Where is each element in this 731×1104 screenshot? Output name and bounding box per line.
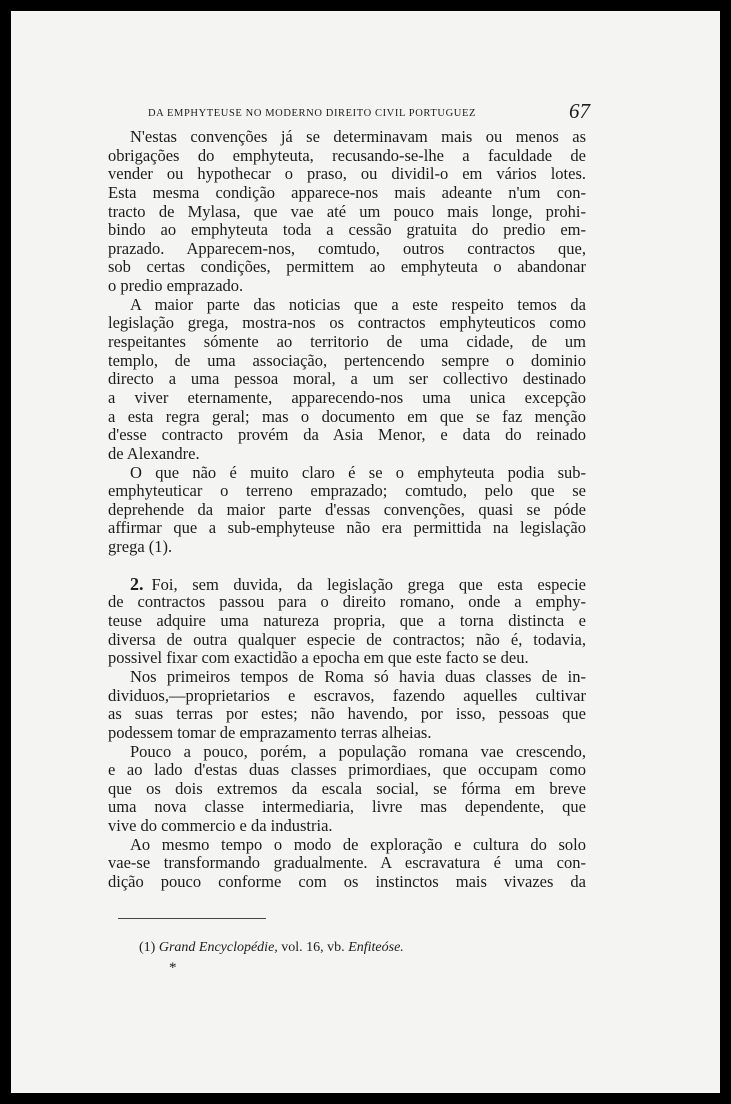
text-line: teuse adquire uma natureza propria, que a torna distincta e bbox=[108, 611, 586, 631]
body-text bbox=[108, 128, 586, 892]
text-line: vive do commercio e da industria. bbox=[108, 816, 333, 836]
text-line: o predio emprazado. bbox=[108, 276, 244, 296]
page-number: 67 bbox=[569, 99, 590, 123]
text-line: prazado. Apparecem-nos, comtudo, outros contractos que, bbox=[108, 238, 586, 258]
section-first-line: Foi, sem duvida, da legislação grega que esta especie bbox=[151, 574, 586, 594]
text-line: dividuos,—proprietarios e escravos, fazendo aquelles cultivar bbox=[108, 685, 586, 705]
text-line: podessem tomar de emprazamento terras alheias. bbox=[108, 722, 432, 742]
text-line: vae-se transformando gradualmente. A escravatura é uma con- bbox=[108, 853, 586, 873]
text-line: legislação grega, mostra-nos os contractos emphyteuticos como bbox=[108, 313, 586, 333]
text-line bbox=[108, 575, 586, 594]
section-gap bbox=[108, 557, 586, 575]
footnote-details: vol. 16, vb. bbox=[281, 940, 345, 955]
document-page bbox=[11, 11, 720, 1093]
text-line: deprehende da maior parte d'essas convenções, quasi se póde bbox=[108, 499, 586, 519]
signature-mark: * bbox=[169, 960, 177, 976]
text-line: affirmar que a sub-emphyteuse não era permittida na legislação bbox=[108, 518, 586, 538]
paragraph bbox=[108, 836, 586, 892]
text-line: d'esse contracto provém da Asia Menor, e data do reinado bbox=[108, 425, 586, 445]
text-line: a esta regra geral; mas o documento em que se faz menção bbox=[108, 406, 586, 426]
text-line: a viver eternamente, apparecendo-nos uma unica excepção bbox=[108, 387, 586, 407]
paragraph bbox=[108, 575, 586, 668]
running-header-title: DA EMPHYTEUSE NO MODERNO DIREITO CIVIL PORTUGUEZ bbox=[148, 108, 476, 119]
text-line: bindo ao emphyteuta toda a cessão gratuita do predio em- bbox=[108, 220, 586, 240]
text-line: Nos primeiros tempos de Roma só havia duas classes de in- bbox=[130, 666, 586, 686]
text-line: O que não é muito claro é se o emphyteuta podia sub- bbox=[130, 462, 586, 482]
text-line: as suas terras por estes; não havendo, por isso, pessoas que bbox=[108, 704, 586, 724]
text-line: vender ou hypothecar o praso, ou dividil-o em vários lotes. bbox=[108, 164, 586, 184]
text-line: possivel fixar com exactidão a epocha em que este facto se deu. bbox=[108, 648, 529, 668]
text-line: de Alexandre. bbox=[108, 443, 200, 463]
text-line: N'estas convenções já se determinavam mais ou menos as bbox=[130, 127, 586, 146]
text-line: uma nova classe intermediaria, livre mas dependente, que bbox=[108, 797, 586, 817]
paragraph bbox=[108, 668, 586, 743]
footnote bbox=[139, 940, 404, 956]
footnote-rule bbox=[118, 918, 266, 919]
text-line: Esta mesma condição apparece-nos mais adeante n'um con- bbox=[108, 182, 586, 202]
running-header bbox=[148, 99, 590, 127]
paragraph bbox=[108, 743, 586, 836]
text-line: dição pouco conforme com os instinctos mais vivazes da bbox=[108, 871, 586, 891]
text-line: A maior parte das noticias que a este respeito temos da bbox=[130, 294, 586, 314]
paragraph bbox=[108, 296, 586, 464]
text-line: respeitantes sómente ao territorio de uma cidade, de um bbox=[108, 332, 586, 352]
text-line: directo a uma pessoa moral, a um ser collectivo destinado bbox=[108, 369, 586, 389]
text-line: templo, de uma associação, pertencendo sempre o dominio bbox=[108, 350, 586, 370]
paragraph bbox=[108, 128, 586, 296]
footnote-marker: (1) bbox=[139, 940, 156, 955]
text-line: sob certas condições, permittem ao emphyteuta o abandonar bbox=[108, 257, 586, 277]
paragraph bbox=[108, 464, 586, 557]
text-line: e ao lado d'estas duas classes primordiaes, que occupam como bbox=[108, 760, 586, 780]
text-line: de contractos passou para o direito romano, onde a emphy- bbox=[108, 592, 586, 612]
text-line: que os dois extremos da escala social, se fórma em breve bbox=[108, 778, 586, 798]
text-line: Pouco a pouco, porém, a população romana vae crescendo, bbox=[130, 741, 586, 761]
text-line: tracto de Mylasa, que vae até um pouco mais longe, prohi- bbox=[108, 201, 586, 221]
text-line: grega (1). bbox=[108, 537, 173, 557]
text-line: Ao mesmo tempo o modo de exploração e cultura do solo bbox=[130, 834, 586, 854]
section-number: 2. bbox=[130, 573, 144, 594]
text-line: diversa de outra qualquer especie de contractos; não é, todavia, bbox=[108, 629, 586, 649]
text-line: emphyteuticar o terreno emprazado; comtudo, pelo que se bbox=[108, 481, 586, 501]
footnote-work: Grand Encyclopédie, bbox=[158, 940, 278, 955]
text-line: obrigações do emphyteuta, recusando-se-lhe a faculdade de bbox=[108, 145, 586, 165]
footnote-entry: Enfiteóse. bbox=[348, 940, 404, 955]
